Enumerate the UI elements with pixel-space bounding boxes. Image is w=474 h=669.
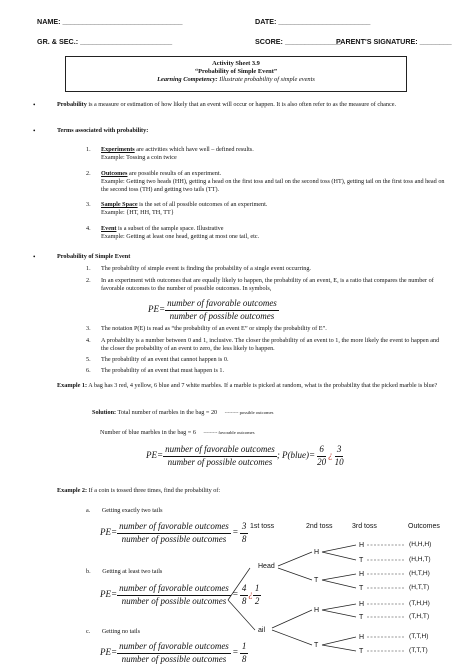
inverted-question-mark: ¿ bbox=[328, 450, 333, 461]
name-field-label: NAME: ______________________________ bbox=[37, 17, 183, 26]
tree-node-second: T bbox=[314, 642, 319, 649]
item-number: 4. bbox=[86, 225, 91, 232]
item-number: 2. bbox=[86, 277, 91, 284]
item-text: The notation P(E) is read as “the probability of an event E” or simply the probability of E”. bbox=[101, 325, 327, 332]
item-text: The probability of simple event is finding the probability of a single event occurring. bbox=[101, 265, 311, 272]
fraction-denominator: 8 bbox=[241, 653, 247, 664]
header-text: 2nd toss bbox=[306, 523, 333, 530]
tree-node-second: H bbox=[314, 607, 320, 614]
item-number: 1. bbox=[86, 146, 91, 153]
item-number: 1. bbox=[86, 265, 91, 272]
fraction-denominator: number of possible outcomes bbox=[121, 533, 227, 544]
tree-node-third: T bbox=[359, 557, 364, 564]
formula-lhs: PE= bbox=[100, 527, 118, 538]
item-number: 4. bbox=[86, 337, 91, 344]
tree-node-head: Head bbox=[258, 563, 275, 570]
tree-node-third: T bbox=[359, 585, 364, 592]
activity-subtitle: “Probability of Simple Event” bbox=[194, 68, 278, 75]
item-number: 6. bbox=[86, 367, 91, 374]
part-b-formula: PE= $\frac{\text{number of favorable outcomes}}{\text{number of possible outcomes}}$ = $\frac{4}{8}$ ¿ $\frac{1}{2}$ bbox=[100, 583, 260, 606]
header-text: 3rd toss bbox=[352, 523, 377, 530]
part-a-formula: PE= $\frac{\text{number of favorable outcomes}}{\text{number of possible outcomes}}$ = $\frac{3}{8}$ bbox=[100, 521, 247, 544]
terms-heading: Terms associated with probability: bbox=[57, 127, 149, 134]
item-number: 3. bbox=[86, 325, 91, 332]
example-label: Example 1: bbox=[57, 382, 88, 389]
fraction-denominator: 10 bbox=[334, 456, 344, 467]
solution-text: Total number of marbles in the bag = 20 bbox=[116, 409, 218, 416]
formula-lhs: PE= bbox=[148, 304, 166, 315]
term-text: are possible results of an experiment. bbox=[127, 170, 222, 177]
bullet-icon: • bbox=[33, 101, 36, 109]
inverted-question-mark: ¿ bbox=[248, 589, 253, 600]
tree-outcome: (H,T,H) bbox=[409, 570, 430, 577]
formula-lhs: PE= bbox=[100, 589, 118, 600]
term-text: are activities which have well – defined results. bbox=[134, 146, 254, 153]
grade-section-field-label: GR. & SEC.: _______________________ bbox=[37, 37, 173, 46]
activity-title: Activity Sheet 3.9 bbox=[212, 60, 260, 67]
solution-note: --------- possible outcomes bbox=[224, 410, 274, 415]
fraction-denominator: number of possible outcomes bbox=[121, 595, 227, 606]
term-text: is a subset of the sample space. Illustrative bbox=[116, 225, 224, 232]
fraction-numerator: 1 bbox=[253, 583, 262, 596]
tree-node-third: T bbox=[359, 648, 364, 655]
part-text: Getting at least two tails bbox=[102, 568, 163, 575]
part-text: Getting exactly two tails bbox=[101, 507, 163, 514]
simple-event-heading: Probability of Simple Event bbox=[57, 253, 131, 260]
tree-node-third: H bbox=[359, 601, 365, 608]
fraction-numerator: 4 bbox=[240, 583, 249, 596]
fraction-numerator: 3 bbox=[240, 521, 249, 534]
competency-label: Learning Competency: bbox=[157, 76, 218, 83]
term-name: Event bbox=[101, 225, 117, 232]
bullet-icon: • bbox=[33, 253, 36, 261]
term-text: is the set of all possible outcomes of an experiment. bbox=[137, 201, 268, 208]
tree-node-third: T bbox=[359, 614, 364, 621]
fraction-numerator: number of favorable outcomes bbox=[165, 298, 279, 311]
probability-term: Probability bbox=[57, 101, 87, 108]
fraction-numerator: number of favorable outcomes bbox=[117, 521, 231, 534]
tree-node-third: H bbox=[359, 634, 365, 641]
formula-lhs: PE= bbox=[146, 450, 164, 461]
item-number: 3. bbox=[86, 201, 91, 208]
bullet-icon: • bbox=[33, 127, 36, 135]
term-name: Sample Space bbox=[101, 201, 138, 208]
fraction-denominator: number of possible outcomes bbox=[121, 653, 227, 664]
tree-node-third: H bbox=[359, 542, 365, 549]
term-name: Experiments bbox=[101, 146, 135, 153]
fraction-denominator: 8 bbox=[241, 533, 247, 544]
fraction-denominator: number of possible outcomes bbox=[167, 456, 273, 467]
date-field-label: DATE: _______________________ bbox=[255, 17, 371, 26]
tree-outcome: (T,T,T) bbox=[409, 647, 428, 654]
tree-outcome: (T,H,T) bbox=[409, 613, 430, 620]
term-example: Example: {HT, HH, TH, TT} bbox=[101, 209, 174, 217]
score-field-label: SCORE: ______________ bbox=[255, 37, 341, 46]
part-letter: b. bbox=[86, 568, 91, 575]
example-text: A bag has 3 red, 4 yellow, 6 blue and 7 white marbles. If a marble is picked at random, what is the probability that the picked marble is blue? bbox=[87, 382, 438, 389]
fraction-numerator: 6 bbox=[317, 444, 326, 457]
part-letter: c. bbox=[86, 628, 91, 635]
tree-outcome: (T,T,H) bbox=[409, 633, 429, 640]
item-number: 2. bbox=[86, 170, 91, 177]
item-text: In an experiment with outcomes that are equally likely to happen, the probability of an event, E, is a ratio that compares the number of favorable outcomes to the number of possible outcomes. In symbols, bbox=[101, 277, 434, 293]
fraction-numerator: 3 bbox=[335, 444, 344, 457]
item-number: 5. bbox=[86, 356, 91, 363]
fraction-denominator: number of possible outcomes bbox=[169, 310, 275, 321]
fraction-numerator: 1 bbox=[240, 641, 249, 654]
tree-outcome: (T,H,H) bbox=[409, 600, 430, 607]
tree-outcome: (H,T,T) bbox=[409, 584, 430, 591]
header-text: 1st toss bbox=[250, 523, 275, 530]
part-text: Getting no tails bbox=[101, 628, 140, 635]
blue-count-text: Number of blue marbles in the bag = 6 bbox=[100, 429, 196, 436]
term-example: Example: Tossing a coin twice bbox=[101, 154, 177, 162]
item-text: The probability of an event that must happen is 1. bbox=[101, 367, 225, 374]
part-c-formula: PE= $\frac{\text{number of favorable outcomes}}{\text{number of possible outcomes}}$ = $\frac{1}{8}$ bbox=[100, 641, 247, 664]
item-text: The probability of an event that cannot happen is 0. bbox=[101, 356, 229, 363]
parent-signature-field-label: PARENT'S SIGNATURE: ________ bbox=[336, 37, 452, 46]
tree-outcome: (H,H,T) bbox=[409, 556, 431, 563]
result-mid: ; P(blue)= bbox=[276, 450, 316, 461]
fraction-denominator: 20 bbox=[317, 456, 327, 467]
term-example: Example: Getting two heads (HH), getting a head on the first toss and tail on the second toss (HT), getting tail on the first toss and head on the second toss (TH) and getting two tails (TT). bbox=[101, 178, 445, 194]
tree-outcome: (H,H,H) bbox=[409, 541, 432, 548]
tree-node-tail: ail bbox=[258, 627, 266, 634]
blue-count-note: --------- favorable outcomes bbox=[203, 430, 255, 435]
example-label: Example 2: bbox=[57, 487, 88, 494]
tree-node-second: T bbox=[314, 577, 319, 584]
item-text: A probability is a number between 0 and 1, inclusive. The closer the probability of an event to 1, the more likely the event to happen and the closer the probability of an event to zero, the less likely to happen. bbox=[101, 337, 440, 353]
probability-definition-text: is a measure or estimation of how likely that an event will occur or happen. It is also often refer to as the measure of chance. bbox=[86, 101, 397, 108]
tree-node-third: H bbox=[359, 571, 365, 578]
header-text: Outcomes bbox=[408, 523, 440, 530]
tree-node-second: H bbox=[314, 549, 320, 556]
fraction-numerator: number of favorable outcomes bbox=[117, 583, 231, 596]
solution-label: Solution: bbox=[92, 409, 117, 416]
term-name: Outcomes bbox=[101, 170, 128, 177]
part-letter: a. bbox=[86, 507, 91, 514]
fraction-numerator: number of favorable outcomes bbox=[163, 444, 277, 457]
example-text: If a coin is tossed three times, find the probability of: bbox=[87, 487, 221, 494]
fraction-numerator: number of favorable outcomes bbox=[117, 641, 231, 654]
competency-text: Illustrate probability of simple events bbox=[219, 76, 315, 83]
formula-lhs: PE= bbox=[100, 647, 118, 658]
fraction-denominator: 8 bbox=[241, 595, 247, 606]
term-example: Example: Getting at least one head, getting at most one tail, etc. bbox=[101, 233, 260, 241]
fraction-denominator: 2 bbox=[254, 595, 260, 606]
